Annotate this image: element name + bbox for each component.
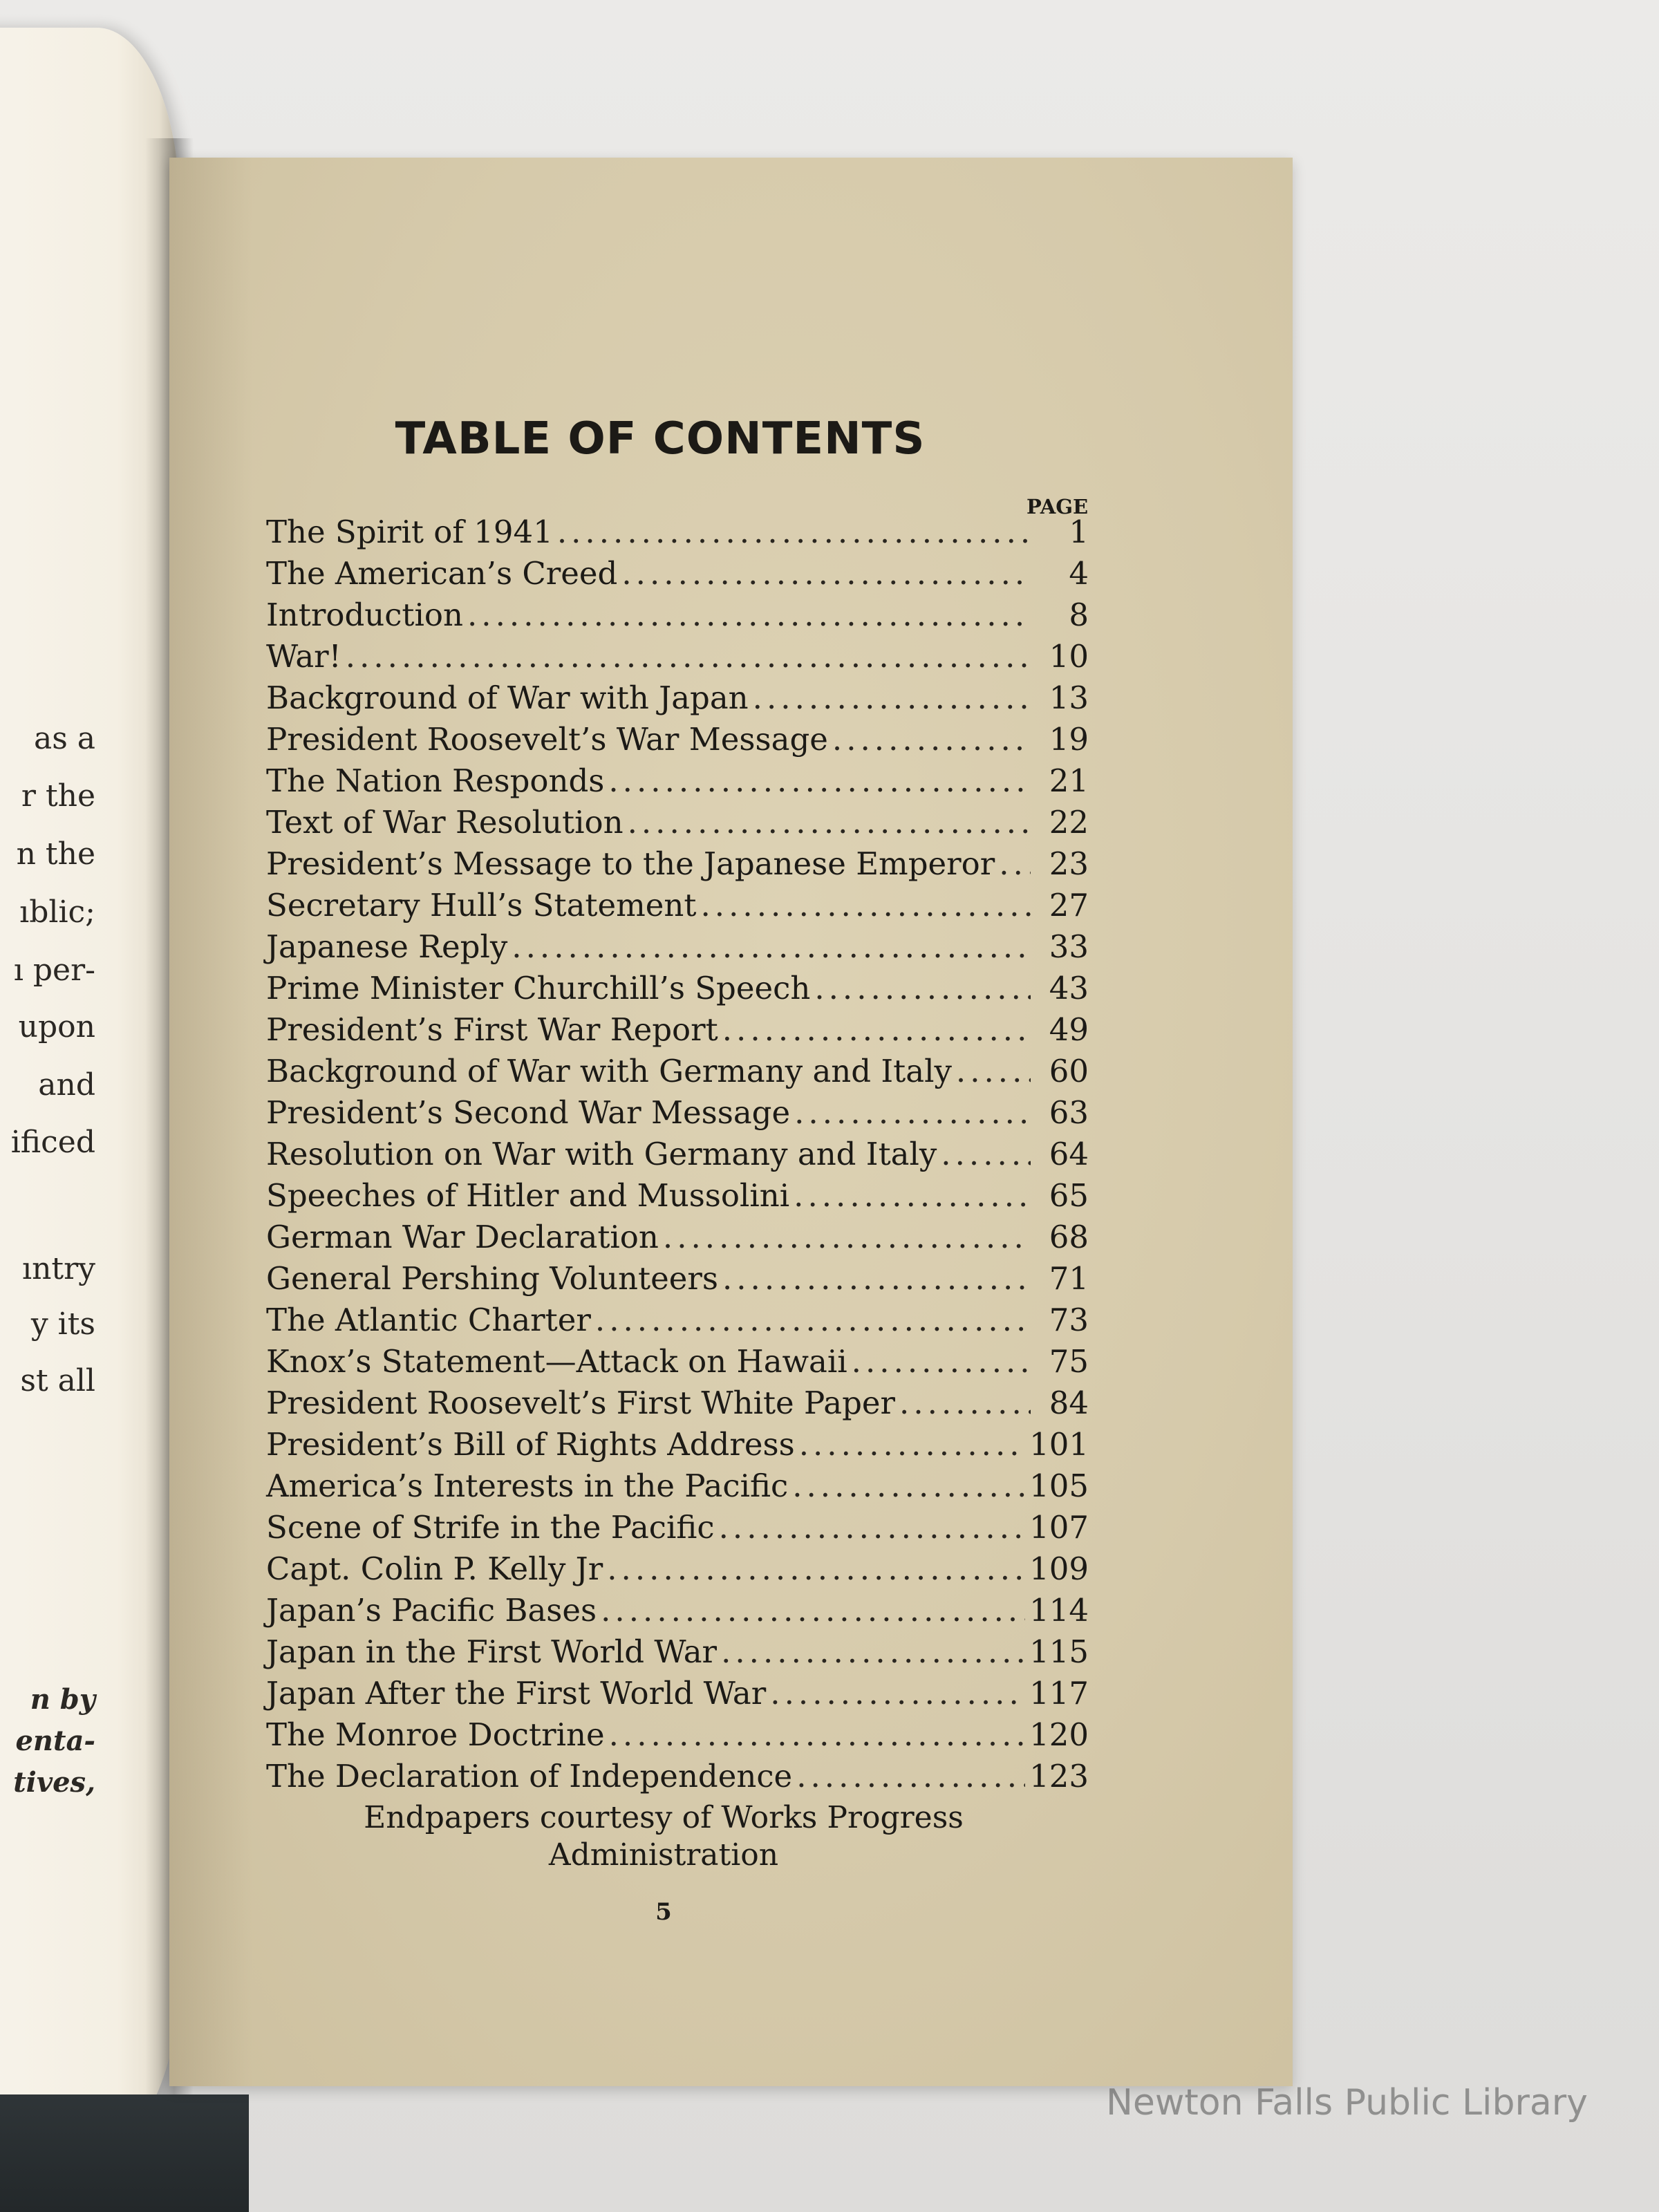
toc-entry-page: 68 (1049, 1219, 1089, 1255)
page-column-header: PAGE (1027, 495, 1089, 518)
toc-entry-title: The Atlantic Charter (266, 1302, 591, 1338)
toc-entry-page: 123 (1029, 1758, 1089, 1794)
toc-entry (266, 555, 1089, 597)
toc-entry-page: 8 (1069, 597, 1089, 633)
toc-entry (266, 1675, 1089, 1716)
toc-entry (266, 1011, 1089, 1053)
toc-entry-title: The Monroe Doctrine (266, 1716, 605, 1753)
left-line: ificed (10, 1125, 95, 1160)
toc-leader-dots (770, 1675, 1025, 1712)
toc-entry-title: Capt. Colin P. Kelly Jr (266, 1550, 603, 1587)
toc-leader-dots (852, 1343, 1031, 1380)
credits (266, 1799, 1061, 1874)
toc-entry-page: 49 (1049, 1011, 1089, 1048)
toc-entry-page: 4 (1069, 555, 1089, 592)
toc-entry-title: General Pershing Volunteers (266, 1260, 718, 1297)
book-binding (0, 2094, 249, 2212)
toc-entry (266, 1468, 1089, 1509)
toc-entry-page: 33 (1049, 928, 1089, 965)
toc-entry-title: America’s Interests in the Pacific (266, 1468, 789, 1504)
toc-entry-title: The Declaration of Independence (266, 1758, 793, 1794)
toc-entry-title: Japanese Reply (266, 928, 508, 965)
toc-entry-title: Background of War with Japan (266, 679, 749, 716)
toc-leader-dots (722, 1011, 1031, 1048)
toc-entry (266, 1053, 1089, 1094)
toc-entry-page: 19 (1049, 721, 1089, 758)
toc-leader-dots (999, 845, 1031, 882)
toc-entry (266, 1758, 1089, 1799)
toc-entry (266, 721, 1089, 762)
toc-leader-dots (796, 1758, 1025, 1794)
toc-entry-title: Background of War with Germany and Italy (266, 1053, 952, 1089)
toc-entry-page: 115 (1029, 1633, 1089, 1670)
toc-entry (266, 1592, 1089, 1633)
toc-leader-dots (628, 804, 1031, 841)
toc-entry-title: Japan’s Pacific Bases (266, 1592, 597, 1629)
toc-leader-dots (467, 597, 1031, 633)
toc-entry (266, 1550, 1089, 1592)
toc-leader-dots (721, 1633, 1025, 1670)
toc-entry-title: Secretary Hull’s Statement (266, 887, 697, 924)
toc-leader-dots (719, 1509, 1025, 1546)
toc-entry-page: 65 (1049, 1177, 1089, 1214)
toc-entry-title: President Roosevelt’s First White Paper (266, 1385, 896, 1421)
toc-entry-page: 64 (1049, 1136, 1089, 1172)
toc-leader-dots (832, 721, 1031, 758)
left-italic-line: tives, (13, 1766, 95, 1799)
toc-leader-dots (595, 1302, 1031, 1338)
toc-entry-title: Prime Minister Churchill’s Speech (266, 970, 811, 1006)
toc-entry-page: 71 (1049, 1260, 1089, 1297)
toc-entry-page: 63 (1049, 1094, 1089, 1131)
toc-entry (266, 1136, 1089, 1177)
toc-leader-dots (941, 1136, 1031, 1172)
toc-entry-title: War! (266, 638, 341, 675)
toc-entry-title: Speeches of Hitler and Mussolini (266, 1177, 790, 1214)
toc-entry (266, 1260, 1089, 1302)
toc-entry-title: Knox’s Statement—Attack on Hawaii (266, 1343, 847, 1380)
toc-entry-page: 27 (1049, 887, 1089, 924)
toc-entry-page: 13 (1049, 679, 1089, 716)
left-line: st all (20, 1363, 95, 1398)
toc-entry-page: 105 (1029, 1468, 1089, 1504)
toc-entry (266, 514, 1089, 555)
credits-line: Administration (548, 1837, 779, 1873)
toc-entry (266, 1385, 1089, 1426)
toc-entry-title: President’s First War Report (266, 1011, 718, 1048)
toc-list (266, 514, 1089, 1799)
left-line: as a (33, 721, 95, 756)
page-title: TABLE OF CONTENTS (395, 413, 926, 465)
toc-leader-dots (753, 679, 1031, 716)
watermark: Newton Falls Public Library (1106, 2082, 1588, 2124)
toc-leader-dots (557, 514, 1031, 550)
left-line: y its (30, 1306, 95, 1342)
toc-entry-title: President’s Bill of Rights Address (266, 1426, 795, 1463)
toc-entry-page: 120 (1029, 1716, 1089, 1753)
toc-entry (266, 1426, 1089, 1468)
toc-leader-dots (346, 638, 1031, 675)
left-italic-line: n by (30, 1683, 95, 1716)
toc-entry-page: 1 (1069, 514, 1089, 550)
toc-leader-dots (792, 1468, 1025, 1504)
toc-entry (266, 1094, 1089, 1136)
toc-entry-page: 43 (1049, 970, 1089, 1006)
toc-entry-page: 23 (1049, 845, 1089, 882)
toc-entry-title: President’s Message to the Japanese Emperor (266, 845, 995, 882)
toc-entry (266, 1633, 1089, 1675)
toc-entry (266, 845, 1089, 887)
toc-entry (266, 1509, 1089, 1550)
toc-entry (266, 638, 1089, 679)
left-line: upon (18, 1009, 95, 1044)
toc-entry (266, 679, 1089, 721)
toc-entry-page: 109 (1029, 1550, 1089, 1587)
toc-entry-title: Japan in the First World War (266, 1633, 718, 1670)
toc-entry-title: President Roosevelt’s War Message (266, 721, 828, 758)
toc-leader-dots (794, 1094, 1031, 1131)
left-line: r the (21, 778, 95, 814)
toc-leader-dots (663, 1219, 1031, 1255)
toc-leader-dots (607, 1550, 1025, 1587)
toc-leader-dots (601, 1592, 1025, 1629)
toc-leader-dots (701, 887, 1031, 924)
toc-entry-page: 84 (1049, 1385, 1089, 1421)
toc-leader-dots (814, 970, 1031, 1006)
toc-entry-title: President’s Second War Message (266, 1094, 791, 1131)
toc-entry (266, 887, 1089, 928)
toc-leader-dots (609, 1716, 1025, 1753)
toc-leader-dots (799, 1426, 1025, 1463)
left-line: ıblic; (19, 894, 95, 930)
toc-entry-title: Text of War Resolution (266, 804, 624, 841)
toc-entry (266, 928, 1089, 970)
toc-entry-page: 22 (1049, 804, 1089, 841)
toc-leader-dots (608, 762, 1031, 799)
toc-entry-page: 101 (1029, 1426, 1089, 1463)
toc-entry (266, 597, 1089, 638)
toc-entry-page: 73 (1049, 1302, 1089, 1338)
toc-leader-dots (794, 1177, 1031, 1214)
credits-line: Endpapers courtesy of Works Progress (364, 1800, 964, 1835)
left-italic-line: enta- (15, 1725, 95, 1757)
toc-entry-page: 107 (1029, 1509, 1089, 1546)
toc-entry-title: The Spirit of 1941 (266, 514, 553, 550)
toc-entry-page: 10 (1049, 638, 1089, 675)
toc-entry-title: The Nation Responds (266, 762, 605, 799)
toc-leader-dots (722, 1260, 1031, 1297)
toc-entry-page: 21 (1049, 762, 1089, 799)
toc-entry-title: German War Declaration (266, 1219, 659, 1255)
toc-entry-page: 75 (1049, 1343, 1089, 1380)
toc-entry-title: Introduction (266, 597, 463, 633)
toc-entry (266, 762, 1089, 804)
left-line: ı per- (13, 953, 95, 988)
toc-entry (266, 1177, 1089, 1219)
toc-entry-page: 114 (1029, 1592, 1089, 1629)
toc-leader-dots (956, 1053, 1031, 1089)
toc-entry-title: Japan After the First World War (266, 1675, 767, 1712)
toc-entry-page: 117 (1029, 1675, 1089, 1712)
page-number: 5 (655, 1898, 672, 1926)
toc-leader-dots (512, 928, 1031, 965)
toc-entry (266, 1219, 1089, 1260)
table-of-contents-page (169, 158, 1293, 2086)
toc-entry (266, 1343, 1089, 1385)
toc-entry (266, 1302, 1089, 1343)
toc-leader-dots (899, 1385, 1031, 1421)
toc-entry-page: 60 (1049, 1053, 1089, 1089)
toc-entry (266, 804, 1089, 845)
toc-entry-title: Resolution on War with Germany and Italy (266, 1136, 937, 1172)
left-line: n the (16, 836, 95, 872)
left-line: ıntry (22, 1251, 95, 1286)
toc-entry (266, 970, 1089, 1011)
toc-entry (266, 1716, 1089, 1758)
toc-entry-title: The American’s Creed (266, 555, 618, 592)
toc-leader-dots (621, 555, 1031, 592)
left-line: and (38, 1067, 95, 1103)
toc-entry-title: Scene of Strife in the Pacific (266, 1509, 715, 1546)
